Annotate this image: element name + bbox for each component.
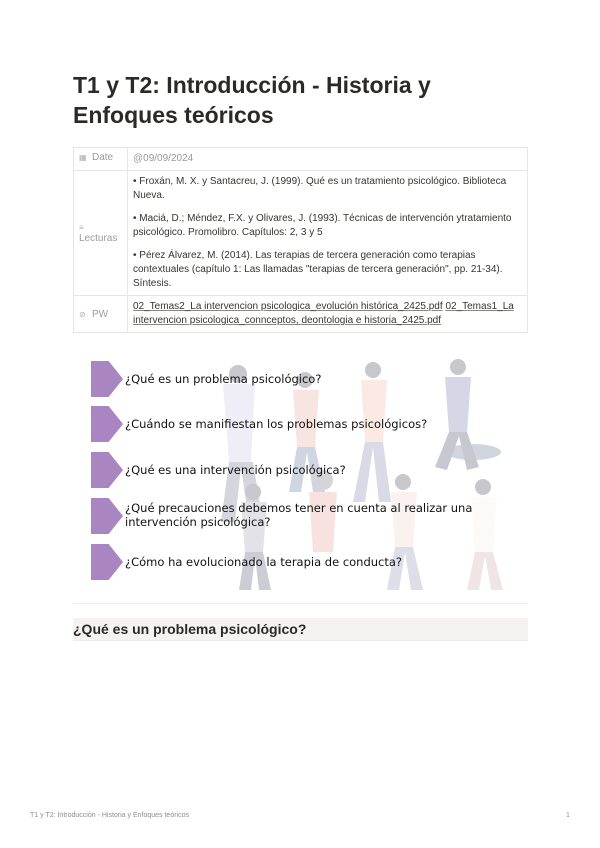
slide-question-item [91, 498, 521, 534]
reading-item: • Froxán, M. X. y Santacreu, J. (1999). Qué es un tratamiento psicológico. Biblioteca Nueva. [133, 176, 507, 201]
page-title: T1 y T2: Introducción - Historia y Enfoques teóricos [73, 72, 431, 128]
pdf-file-link[interactable]: 02_Temas2_La intervencion psicologica_evolución histórica_2425.pdf [133, 301, 443, 312]
properties-table [73, 147, 528, 333]
text-lines-icon: ≡ [79, 223, 84, 232]
slide-question-text: ¿Cómo ha evolucionado la terapia de conducta? [125, 555, 403, 569]
property-key-lecturas: ≡Lecturas [74, 171, 128, 296]
chevron-arrow-icon [91, 452, 123, 488]
footer-page-number: 1 [566, 812, 570, 819]
property-row-date [74, 148, 528, 171]
slide-question-text: ¿Qué es un problema psicológico? [125, 372, 322, 386]
property-row-pw [74, 296, 528, 333]
footer-title: T1 y T2: Introducción - Historia y Enfoques teóricos [30, 812, 189, 819]
chevron-arrow-icon [91, 498, 123, 534]
property-value-pw [128, 296, 528, 333]
slide-question-item [91, 406, 521, 442]
reading-item: • Pérez Álvarez, M. (2014). Las terapias de tercera generación como terapias contextuales (capítulo 1: Las llamadas "terapias de tercera generación", pp. 21-34). Síntesis. [133, 250, 503, 289]
section-block [73, 603, 528, 641]
pdf-file-link[interactable]: 02_Temas1_La intervencion psicologica_connceptos, deontologia e historia_2425.pdf [133, 301, 514, 326]
property-row-lecturas [74, 171, 528, 296]
slide-question-text: ¿Qué es una intervención psicológica? [125, 463, 346, 477]
slide-question-item [91, 361, 521, 397]
slide-image [73, 352, 528, 590]
calendar-icon: ▦ [79, 153, 87, 162]
chevron-arrow-icon [91, 544, 123, 580]
slide-question-text: ¿Qué precauciones debemos tener en cuenta al realizar una intervención psicológica? [125, 501, 473, 529]
property-value-lecturas[interactable] [128, 171, 528, 296]
property-key-pw: ⊘ PW [74, 296, 128, 333]
slide-question-item [91, 544, 521, 580]
date-value: @09/09/2024 [133, 153, 194, 164]
chevron-arrow-icon [91, 361, 123, 397]
slide-question-item [91, 452, 521, 488]
slide-question-text: ¿Cuándo se manifiestan los problemas psicológicos? [125, 417, 428, 431]
property-value-date[interactable] [128, 148, 528, 171]
chevron-arrow-icon [91, 406, 123, 442]
property-key-date: ▦ Date [74, 148, 128, 171]
reading-item: • Maciá, D.; Méndez, F.X. y Olivares, J. (1993). Técnicas de intervención ytratamiento psicológico. Promolibro. Capítulos: 2, 3 y 5 [133, 213, 512, 238]
paperclip-icon: ⊘ [79, 309, 86, 319]
section-heading: ¿Qué es un problema psicológico? [73, 618, 528, 641]
